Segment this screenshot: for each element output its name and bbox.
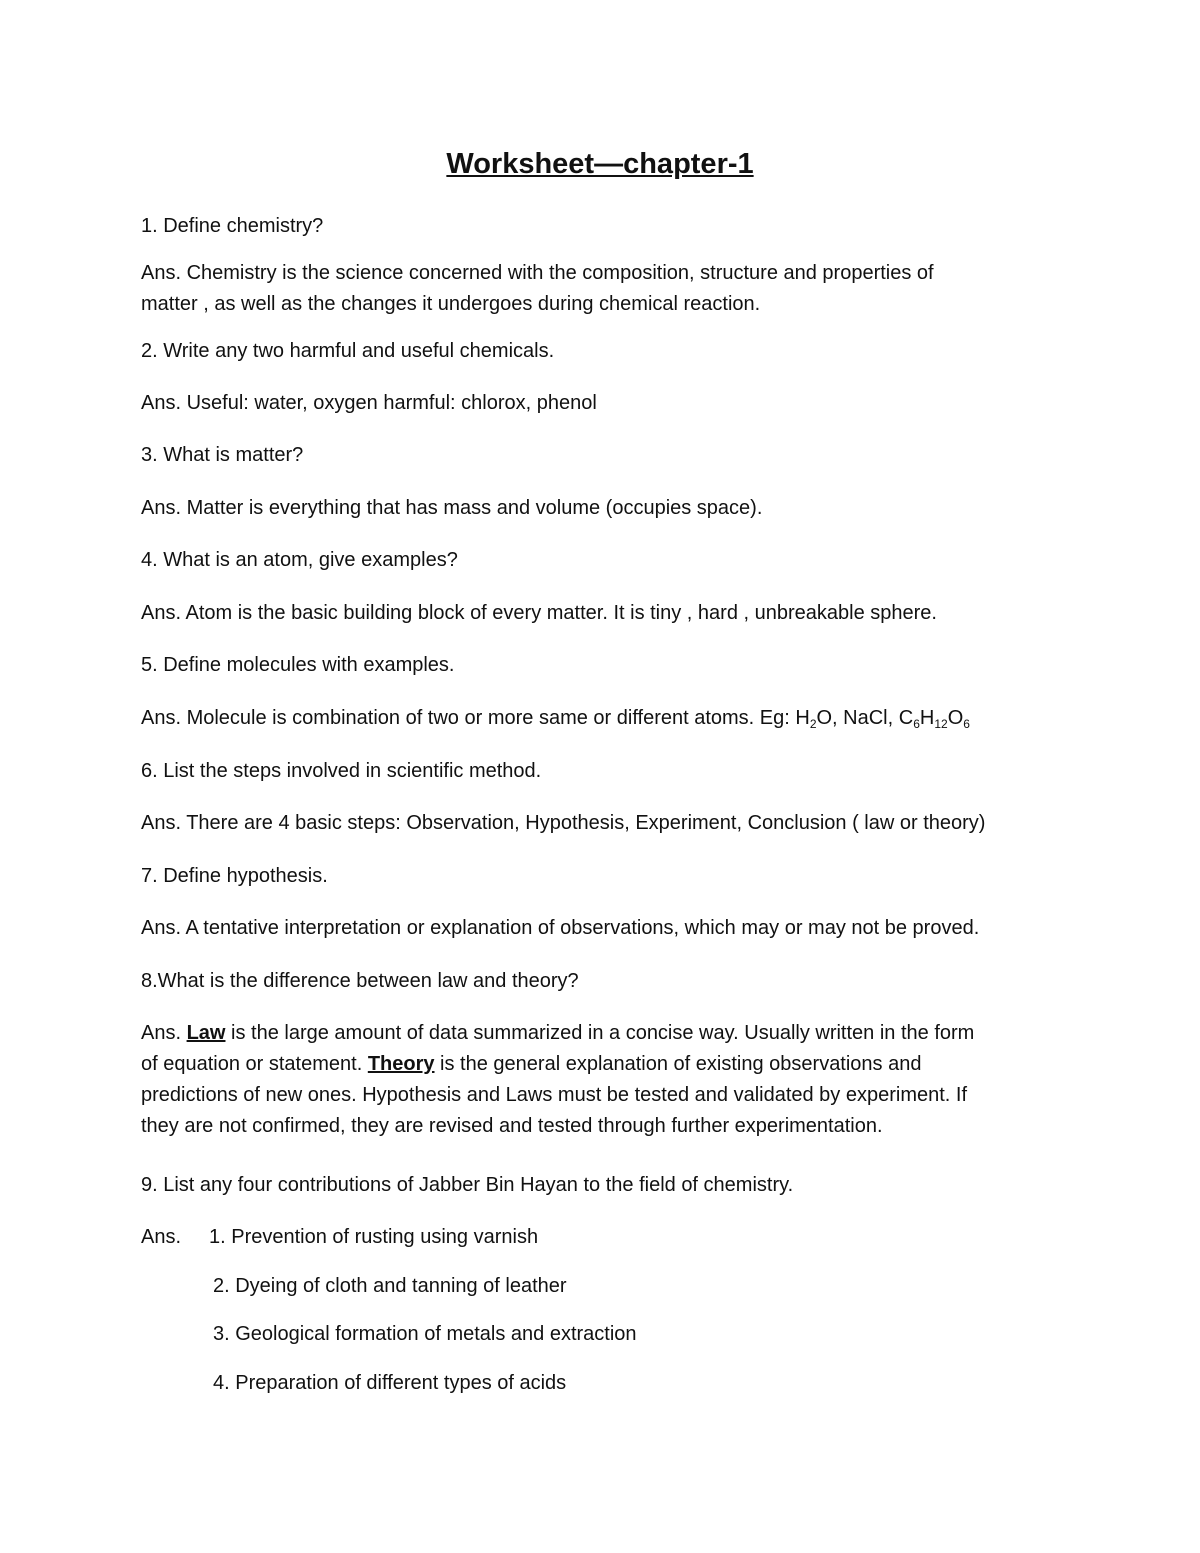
theory-term: Theory [367,1053,435,1075]
question-6: 6. List the steps involved in scientific method. [141,760,542,782]
answer-8-line-3: predictions of new ones. Hypothesis and Laws must be tested and validated by experiment. If [141,1084,968,1106]
answer-6: Ans. There are 4 basic steps: Observation, Hypothesis, Experiment, Conclusion ( law or theory) [141,812,986,834]
answer-4: Ans. Atom is the basic building block of every matter. It is tiny , hard , unbreakable sphere. [141,602,937,624]
question-2: 2. Write any two harmful and useful chemicals. [141,340,555,362]
answer-8 [141,1018,1061,1142]
list-item: 2. Dyeing of cloth and tanning of leather [213,1275,567,1297]
answer-5-formula-text: H [919,707,935,729]
answer-1-line-1: Ans. Chemistry is the science concerned with the composition, structure and properties of [141,262,934,284]
answer-9-label: Ans. [141,1226,182,1248]
answer-5 [141,703,970,734]
answer-7: Ans. A tentative interpretation or explanation of observations, which may or may not be proved. [141,917,980,939]
subscript: 12 [934,717,948,731]
answer-5-text: Ans. Molecule is combination of two or more same or different atoms. Eg: H [141,707,810,729]
list-item: 1. Prevention of rusting using varnish [209,1226,539,1248]
question-9: 9. List any four contributions of Jabber Bin Hayan to the field of chemistry. [141,1174,794,1196]
answer-5-formula-text: O, NaCl, C [816,707,914,729]
list-item: 4. Preparation of different types of acids [213,1372,567,1394]
law-term: Law [186,1022,226,1044]
question-8: 8.What is the difference between law and theory? [141,970,579,992]
answer-1 [141,258,1061,320]
question-3: 3. What is matter? [141,444,304,466]
question-4: 4. What is an atom, give examples? [141,549,458,571]
answer-8-line-2 [141,1049,1061,1080]
subscript: 6 [963,717,970,731]
question-5: 5. Define molecules with examples. [141,654,455,676]
question-7: 7. Define hypothesis. [141,865,328,887]
answer-5-formula-text: O [947,707,964,729]
answer-3: Ans. Matter is everything that has mass and volume (occupies space). [141,497,763,519]
answer-8-text: is the large amount of data summarized in a concise way. Usually written in the form [225,1022,975,1044]
answer-8-text: is the general explanation of existing observations and [434,1053,922,1075]
answer-label: Ans. [141,1022,187,1044]
answer-2: Ans. Useful: water, oxygen harmful: chlorox, phenol [141,392,597,414]
question-1: 1. Define chemistry? [141,215,324,237]
subscript: 6 [913,717,920,731]
answer-1-line-2: matter , as well as the changes it undergoes during chemical reaction. [141,293,761,315]
page-title: Worksheet—chapter-1 [446,148,754,180]
list-item: 3. Geological formation of metals and extraction [213,1323,637,1345]
answer-8-line-4: they are not confirmed, they are revised and tested through further experimentation. [141,1115,883,1137]
subscript: 2 [809,717,817,731]
answer-8-line-1 [141,1018,1061,1049]
answer-8-text: of equation or statement. [141,1053,368,1075]
